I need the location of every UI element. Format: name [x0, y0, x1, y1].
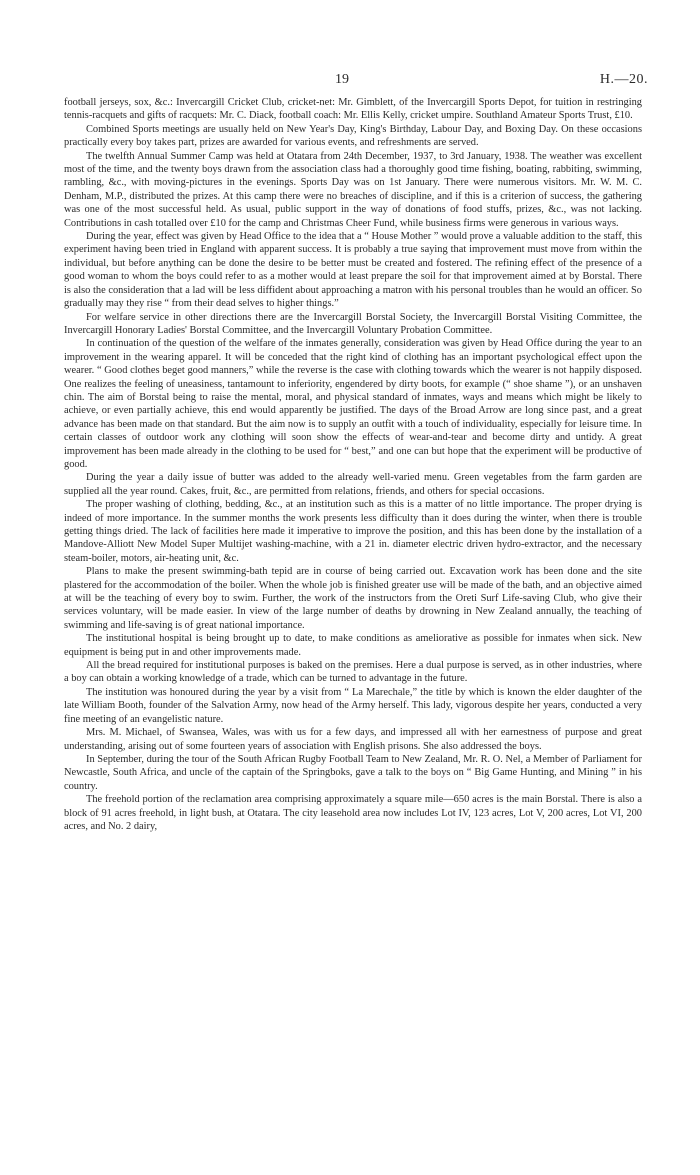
paragraph: The proper washing of clothing, bedding, &c., at an institution such as this is a matter of no little importance. The proper drying is indeed of more importance. In the summer months the work presents less difficulty than it does during the winter, when there is trouble getting things dried. The lack of facilities here made it imperative to improve the position, and this has been done by the installation of a Mandove-Alliott New Model Super Multijet washing-machine, with a 21 in. diameter electric driven hydro-extractor, and the necessary steam-boiler, motors, air-heating unit, &c.: [64, 499, 642, 564]
paragraph: In September, during the tour of the South African Rugby Football Team to New Zealand, Mr. R. O. Nel, a Member of Parliament for Newcastle, South Africa, and uncle of the captain of the Springboks, gave a talk to the boys on “ Big Game Hunting, and Mining ” in his country.: [64, 753, 642, 792]
paragraph: football jerseys, sox, &c.: Invercargill Cricket Club, cricket-net: Mr. Gimblett, of the Invercargill Sports Depot, for tuition in restringing tennis-racquets and gifts of racquets: Mr. C. Diack, football coach: Mr. Ellis Kelly, cricket umpire. Southland Amateur Sports Trust, £10.: [64, 97, 642, 122]
paragraph: The institution was honoured during the year by a visit from “ La Marechale,” the title by which is known the elder daughter of the late William Booth, founder of the Salvation Army, now head of the Army herself. This lady, vigorous despite her years, conducted a very fine meeting of an evangelistic nature.: [64, 686, 642, 725]
paragraph: The institutional hospital is being brought up to date, to make conditions as ameliorative as possible for inmates when sick. New equipment is being put in and other improvements made.: [64, 633, 642, 658]
body-text: [64, 96, 642, 833]
paragraph: For welfare service in other directions there are the Invercargill Borstal Society, the Invercargill Borstal Visiting Committee, the Invercargill Honorary Ladies' Borstal Committee, and the Invercargill Voluntary Probation Committee.: [64, 311, 642, 336]
paragraph: During the year a daily issue of butter was added to the already well-varied menu. Green vegetables from the farm garden are supplied all the year round. Cakes, fruit, &c., are permitted from relations, friends, and others for special occasions.: [64, 472, 642, 497]
paragraph: During the year, effect was given by Head Office to the idea that a “ House Mother ” would prove a valuable addition to the staff, this experiment having been tried in England with apparent success. It is probably a true saying that improvement must move from within the individual, but before anything can be done the desire to be better must be created and fostered. The refining effect of the presence of a good woman to whom the boys could refer to as a mother would at least prepare the soil for that improvement aimed at by Borstal. There is also the consideration that a lad will be less diffident about approaching a matron with his personal troubles than he would an officer. So gradually may they rise “ from their dead selves to higher things.”: [64, 231, 642, 310]
paragraph: The freehold portion of the reclamation area comprising approximately a square mile—650 acres is the main Borstal. There is also a block of 91 acres freehold, in light bush, at Otatara. The city leasehold area now includes Lot IV, 123 acres, Lot V, 200 acres, Lot VI, 200 acres, and No. 2 dairy,: [64, 794, 642, 832]
paragraph: Mrs. M. Michael, of Swansea, Wales, was with us for a few days, and impressed all with her earnestness of purpose and great understanding, arising out of some fourteen years of association with English prisons. She also addressed the boys.: [64, 727, 642, 752]
document-reference: H.—20.: [599, 72, 648, 87]
paragraph: In continuation of the question of the welfare of the inmates generally, consideration was given by Head Office during the year to an improvement in the wearing apparel. It will be conceded that the right kind of clothing has an important psychological effect upon the wearer. “ Good clothes beget good manners,” while the reverse is the case with clothing towards which the wearer is not happily disposed. One realizes the feeling of uneasiness, tantamount to inferiority, engendered by dirty boots, for example (“ shoe shame ”), or an unshaven chin. The aim of Borstal being to raise the mental, moral, and physical standard of inmates, ways and means which might be likely to achieve, or even partially achieve, this end would apparently be justified. The days of the Broad Arrow are long since past, and a great advance has been made on that standard. But the aim now is to supply an outfit with a touch of individuality, especially for leisure time. In certain classes of outdoor work any clothing will soon show the effects of wear-and-tear and become dirty and untidy. A great improvement has been made already in the clothing to be used for “ best,” and one can but hope that the experiment will be productive of good.: [64, 338, 642, 470]
page-number: 19: [335, 72, 349, 87]
paragraph: The twelfth Annual Summer Camp was held at Otatara from 24th December, 1937, to 3rd January, 1938. The weather was excellent most of the time, and the twenty boys drawn from the association class had a thoroughly good time fishing, boating, rabbiting, swimming, rambling, &c., with moving-pictures in the evenings. Sports Day was on 1st January. There were numerous visitors. Mr. W. M. C. Denham, M.P., distributed the prizes. At this camp there were no breaches of discipline, and if this is a criterion of success, the gathering was one of the most successful held. As usual, public support in the way of donations of food stuffs, prizes, &c., was not lacking. Contributions in cash totalled over £10 for the camp and Christmas Cheer Fund, while business firms were generous in various ways.: [64, 150, 642, 229]
paragraph: Combined Sports meetings are usually held on New Year's Day, King's Birthday, Labour Day, and Boxing Day. On these occasions practically every boy takes part, prizes are awarded for various events, and refreshments are served.: [64, 123, 642, 149]
page-header: [0, 72, 700, 92]
paragraph: All the bread required for institutional purposes is baked on the premises. Here a dual purpose is served, as in other industries, where a boy can obtain a working knowledge of a trade, which can be turned to advantage in the future.: [64, 660, 642, 685]
paragraph: Plans to make the present swimming-bath tepid are in course of being carried out. Excavation work has been done and the site plastered for the accommodation of the boiler. When the whole job is finished greater use will be made of the bath, and an objective aimed at will be the teaching of every boy to swim. Further, the work of the instructors from the Oreti Surf Life-saving Club, who give their services voluntary, will be made easier. In view of the large number of deaths by drowning in New Zealand annually, the teaching of swimming and life-saving is of great national importance.: [64, 566, 642, 631]
